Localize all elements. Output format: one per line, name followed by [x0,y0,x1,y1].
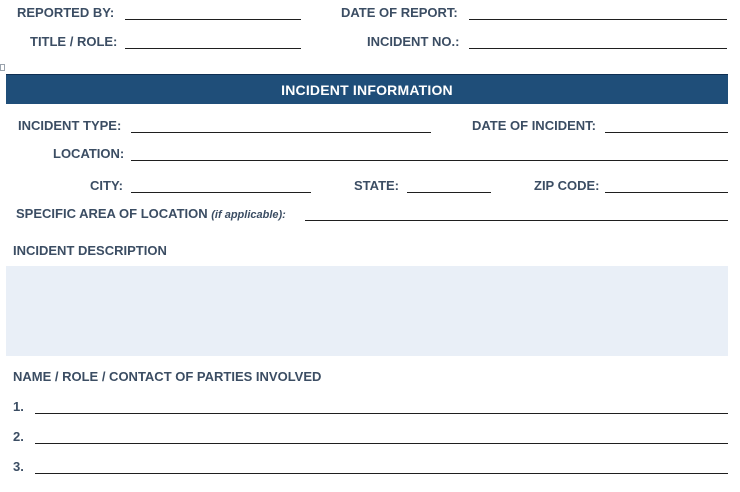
party-number-3: 3. [13,459,24,474]
specific-area-note: (if applicable): [211,209,286,221]
party-field-1[interactable] [35,398,728,414]
incident-description-heading: INCIDENT DESCRIPTION [13,243,167,258]
title-role-label: TITLE / ROLE: [30,34,118,49]
incident-no-field[interactable] [469,33,727,49]
parties-heading: NAME / ROLE / CONTACT OF PARTIES INVOLVED [13,369,322,384]
state-field[interactable] [407,177,491,193]
incident-no-label: INCIDENT NO.: [367,34,460,49]
city-label: CITY: [90,178,123,193]
party-number-2: 2. [13,429,24,444]
date-of-report-field[interactable] [469,4,727,20]
date-of-report-label: DATE OF REPORT: [341,5,458,20]
location-field[interactable] [131,145,728,161]
reported-by-field[interactable] [125,4,301,20]
incident-type-field[interactable] [131,117,431,133]
city-field[interactable] [131,177,311,193]
incident-information-banner [6,74,728,104]
title-role-field[interactable] [125,33,301,49]
party-field-3[interactable] [35,458,728,474]
location-label: LOCATION: [53,146,125,161]
date-of-incident-field[interactable] [605,117,728,133]
party-number-1: 1. [13,399,24,414]
state-label: STATE: [354,178,400,193]
party-field-2[interactable] [35,428,728,444]
zip-code-field[interactable] [605,177,728,193]
specific-area-label-text: SPECIFIC AREA OF LOCATION [16,206,208,221]
specific-area-field[interactable] [305,205,728,221]
table-anchor-icon[interactable] [0,64,5,71]
incident-description-textarea[interactable] [6,266,728,356]
incident-type-label: INCIDENT TYPE: [18,118,122,133]
reported-by-label: REPORTED BY: [17,5,115,20]
specific-area-label [16,206,286,223]
zip-code-label: ZIP CODE: [534,178,600,193]
date-of-incident-label: DATE OF INCIDENT: [472,118,596,133]
banner-title: INCIDENT INFORMATION [281,81,453,98]
